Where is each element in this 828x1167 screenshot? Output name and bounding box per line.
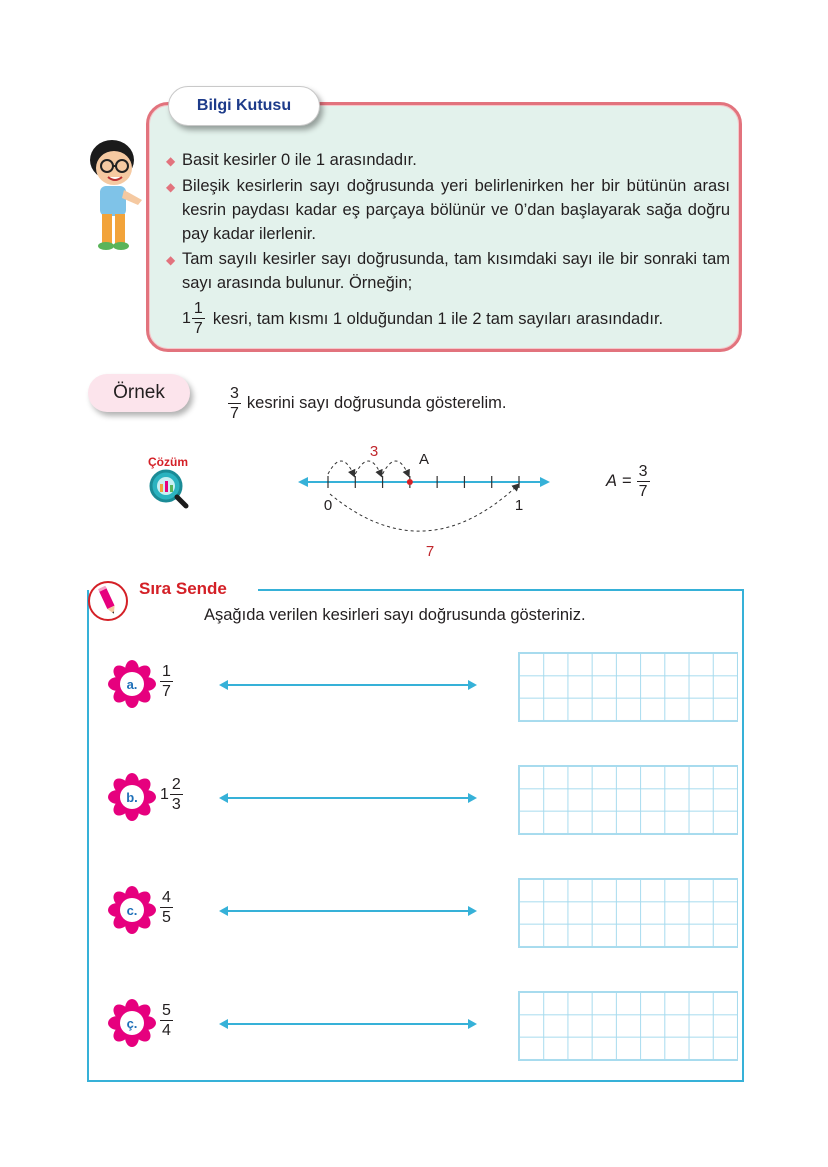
item-label: a. [126, 677, 138, 692]
item-fraction-wrapper [160, 775, 183, 814]
example-number-line [292, 442, 562, 562]
diamond-bullet-icon: ◆ [166, 180, 176, 194]
jump-arc [355, 461, 380, 474]
fraction-numerator: 3 [638, 463, 648, 480]
fraction-denominator: 7 [230, 405, 239, 422]
item-fraction [160, 888, 173, 927]
empty-number-line[interactable] [218, 791, 478, 805]
item-label: b. [126, 790, 138, 805]
exercise-box-top-border [258, 589, 744, 591]
exercise-item [108, 876, 748, 948]
jumps-label: 3 [369, 443, 379, 460]
example-statement [228, 384, 506, 423]
info-example-line [182, 299, 730, 338]
diamond-bullet-icon: ◆ [166, 154, 176, 168]
end-label: 1 [514, 497, 524, 514]
flower-badge-icon [108, 999, 156, 1047]
kid-illustration [82, 138, 152, 256]
fraction-numerator: 1 [162, 663, 171, 680]
item-label: c. [126, 903, 138, 918]
item-fraction-wrapper [160, 1001, 173, 1040]
number-line-left-arrow [298, 477, 308, 487]
item-fraction [160, 662, 173, 701]
jump-arc [383, 461, 408, 474]
fraction-numerator: 5 [162, 1002, 171, 1019]
answer-grid[interactable] [518, 878, 738, 948]
flower-badge-icon [108, 773, 156, 821]
empty-number-line[interactable] [218, 904, 478, 918]
exercise-title: Sıra Sende [139, 579, 227, 598]
item-label: ç. [126, 1016, 138, 1031]
answer-variable: A [606, 472, 618, 490]
start-label: 0 [323, 497, 333, 514]
diamond-bullet-icon: ◆ [166, 253, 176, 267]
info-bullet [166, 247, 730, 295]
flower-badge-icon [108, 886, 156, 934]
example-whole: 1 [182, 309, 191, 327]
item-fraction [170, 775, 183, 814]
solution-label: Çözüm [148, 455, 188, 469]
fraction-numerator: 3 [230, 385, 239, 402]
flower-badge-icon [108, 660, 156, 708]
item-fraction [160, 1001, 173, 1040]
exercise-item [108, 763, 748, 835]
example-fraction [228, 384, 241, 423]
number-line-right-arrow [540, 477, 550, 487]
jump-arc [328, 461, 353, 474]
item-whole: 1 [160, 785, 169, 803]
example-answer [606, 462, 650, 501]
item-fraction-wrapper [160, 888, 173, 927]
fraction-denominator: 3 [171, 796, 181, 813]
info-bullet-text: Basit kesirler 0 ile 1 arasındadır. [182, 151, 417, 169]
fraction-denominator: 4 [162, 1022, 171, 1039]
info-bullet [166, 148, 730, 173]
solution-badge [138, 452, 198, 512]
answer-equals: = [622, 472, 632, 490]
point-label: A [418, 451, 430, 468]
point-a-marker [407, 479, 413, 485]
fraction-denominator: 7 [162, 683, 171, 700]
empty-number-line[interactable] [218, 1017, 478, 1031]
fraction-numerator: 2 [171, 776, 181, 793]
example-fraction [192, 299, 205, 338]
exercise-item [108, 989, 748, 1061]
pencil-icon [87, 580, 129, 622]
info-box-title: Bilgi Kutusu [168, 86, 320, 126]
example-label: Örnek [88, 374, 190, 412]
exercise-instruction: Aşağıda verilen kesirleri sayı doğrusunda gösteriniz. [204, 606, 586, 624]
answer-grid[interactable] [518, 652, 738, 722]
info-bullet [166, 174, 730, 246]
fraction-denominator: 7 [193, 320, 203, 337]
divisions-label: 7 [425, 543, 435, 560]
exercise-item [108, 650, 748, 722]
example-text: kesri, tam kısmı 1 olduğundan 1 ile 2 tam sayıları arasındadır. [212, 309, 664, 328]
fraction-denominator: 5 [162, 909, 171, 926]
fraction-denominator: 7 [638, 483, 648, 500]
info-bullet-list [166, 148, 730, 338]
answer-grid[interactable] [518, 991, 738, 1061]
divisions-arc [330, 486, 517, 531]
answer-fraction [637, 462, 650, 501]
answer-grid[interactable] [518, 765, 738, 835]
empty-number-line[interactable] [218, 678, 478, 692]
fraction-numerator: 4 [162, 889, 171, 906]
example-text: kesrini sayı doğrusunda gösterelim. [246, 394, 507, 412]
info-bullet-text: Bileşik kesirlerin sayı doğrusunda yeri belirlenirken her bir bütünün arası kesrin paydası kadar eş parçaya bölünür ve 0’dan başlayarak sağa doğru pay kadar ilerlenir. [182, 177, 730, 243]
info-bullet-text: Tam sayılı kesirler sayı doğrusunda, tam kısımdaki sayı ile bir sonraki tam sayı arasında bulunur. Örneğin; [182, 250, 730, 292]
fraction-numerator: 1 [193, 300, 203, 317]
item-fraction-wrapper [160, 662, 173, 701]
